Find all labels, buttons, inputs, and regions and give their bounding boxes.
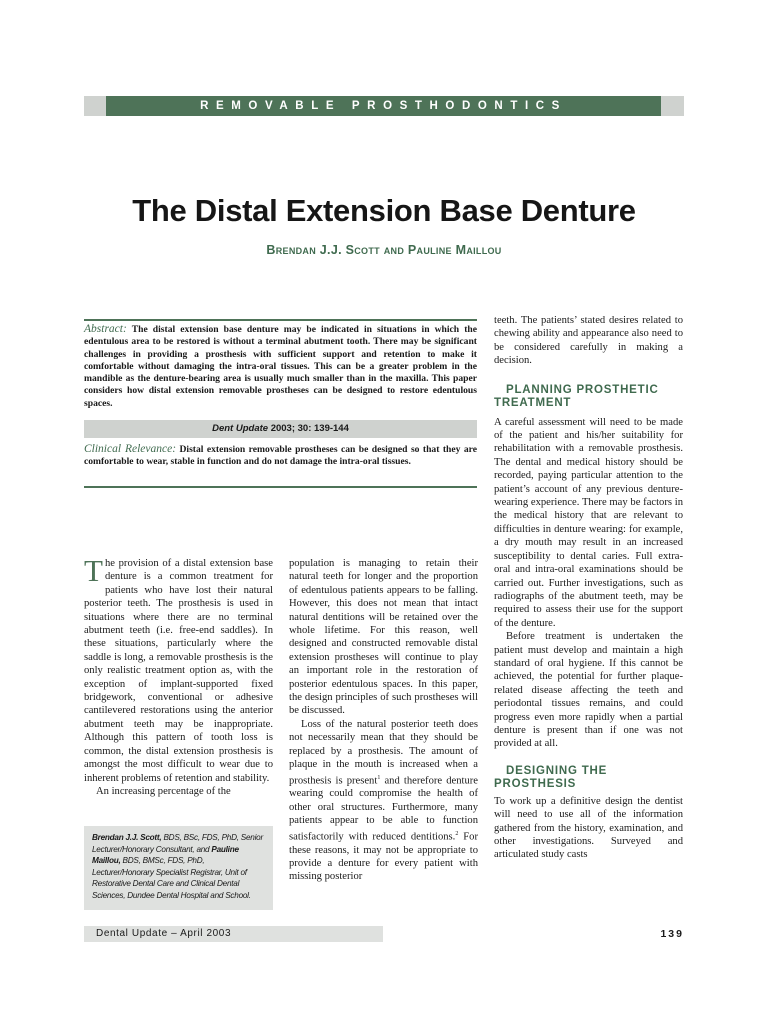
paragraph: To work up a definitive design the dentist will need to use all of the information gathered from the history, examination, and other investigations. Surveyed and articulated study casts: [494, 795, 683, 861]
paragraph: [289, 718, 478, 884]
footer-journal: Dental Update – April 2003: [84, 926, 383, 942]
relevance-label: Clinical Relevance:: [84, 443, 177, 455]
bio-credentials: BDS, BMSc, FDS, PhD, Lecturer/Honorary Specialist Registrar, Unit of Restorative Dental Care and Clinical Dental Sciences, Dundee Dental Hospital and School.: [92, 856, 251, 900]
citation-journal: Dent Update: [212, 423, 269, 434]
paragraph: A careful assessment will need to be made of the patient and his/her suitability for rehabilitation with a removable prosthesis. The dental and medical history should be recorded, paying particular attention to the patient’s account of any previous denture-wearing experience. There may be factors in the medical history that are relevant to difficulties in denture wearing: for example, a dry mouth may result in an increased susceptibility to dental caries. Full extra-oral and intra-oral examinations should be carried out. Further investigations, such as radiographs of the abutment teeth, may be required to assess their use for the support of the denture.: [494, 416, 683, 629]
heading-line: PROSTHESIS: [494, 778, 577, 791]
citation-bar: [84, 420, 477, 438]
paragraph-text: and therefore denture wearing could compromise the health of other oral structures. Furthermore, many patients appear to be able to function satisfactorily with reduced dentitions.: [289, 775, 478, 843]
section-header-text: REMOVABLE PROSTHODONTICS: [200, 100, 567, 112]
section-header-band: [106, 96, 661, 116]
abstract-text: The distal extension base denture may be indicated in situations in which the edentulous area to be restored is without a terminal abutment tooth. There may be significant challenges in providing a prosthesis with sufficient support and retention to make it comfortable without damaging the intra-oral tissues. This can be a greater problem in the mandible as the denture-bearing area is usually much smaller than in the maxilla. This paper considers how distal extension removable prostheses can be designed to restore edentulous spaces.: [84, 324, 477, 409]
relevance-text: Distal extension removable prostheses can be designed so that they are comfortable to wear, stable in function and do not damage the intra-oral tissues.: [84, 444, 477, 468]
citation-details: 2003; 30: 139-144: [270, 423, 349, 434]
drop-cap: T: [84, 553, 103, 588]
author-bio-text: [84, 826, 273, 902]
paragraph-text: Loss of the natural posterior teeth does not necessarily mean that they should be replaced by a prosthesis. The amount of plaque in the mouth is increased when a prosthesis is present: [289, 718, 478, 787]
abstract-label: Abstract:: [84, 323, 127, 335]
author-bio-box: [84, 826, 273, 910]
relevance-bottom-rule: [84, 486, 477, 488]
paragraph-text: he provision of a distal extension base denture is a common treatment for patients who have lost their natural posterior teeth. The prosthesis is used in situations where there are no terminal abutment teeth (i.e. free-end saddles). In these situations, particularly where the saddle is long, a removable prosthesis is the only realistic treatment option as, with the exception of implant-supported fixed bridgework, conventional or adhesive cantilevered restorations using the anterior abutment teeth may be inappropriate. Although this pattern of tooth loss is common, the distal extension prosthesis is amongst the most difficult to wear due to inherent problems of retention and stability.: [84, 558, 273, 784]
bio-credentials: BDS, BSc, FDS, PhD, Senior Lecturer/Honorary Consultant, and: [92, 833, 263, 854]
paragraph: [84, 553, 273, 785]
section-heading-designing: [494, 765, 683, 792]
paragraph: population is managing to retain their natural teeth for longer and the proportion of edentulous patients appears to be falling. However, this does not mean that intact natural dentitions will be retained over the whole lifetime. For this reason, well designed and constructed removable distal extension prostheses will continue to play an important role in the restoration of posterior edentulous spaces. In this paper, the design principles of such prostheses will be discussed.: [289, 558, 478, 717]
heading-line: PLANNING PROSTHETIC: [506, 383, 659, 396]
body-column-3: [494, 314, 683, 862]
paragraph: Before treatment is undertaken the patient must develop and maintain a high standard of oral hygiene. If this cannot be achieved, the potential for further plaque-related disease affecting the teeth and periodontal tissues remains, and could progress even more rapidly when a partial denture is present than if one was not provided at all.: [494, 631, 683, 750]
clinical-relevance: [84, 443, 477, 469]
section-heading-planning: [494, 384, 683, 411]
page-number: 139: [660, 928, 684, 940]
heading-line: DESIGNING THE: [506, 764, 608, 777]
bio-name: Brendan J.J. Scott,: [92, 833, 162, 842]
article-title: The Distal Extension Base Denture: [132, 193, 636, 228]
paragraph: An increasing percentage of the: [96, 785, 231, 797]
header-band-left-tab: [84, 96, 106, 116]
reference-1: 1: [377, 774, 381, 781]
body-column-2: [289, 557, 478, 884]
body-column-1: [84, 553, 273, 798]
reference-2: 2: [455, 830, 459, 837]
abstract: [84, 323, 477, 410]
abstract-top-rule: [84, 319, 477, 321]
paragraph: teeth. The patients’ stated desires related to chewing ability and appearance also need to be considered carefully in making a decision.: [494, 315, 683, 367]
heading-line: TREATMENT: [494, 397, 572, 410]
bio-name: Pauline Maillou,: [92, 844, 239, 866]
article-authors: Brendan J.J. Scott and Pauline Maillou: [266, 243, 502, 257]
header-band-right-tab: [661, 96, 684, 116]
paragraph-text: For these reasons, it may not be appropriate to provide a denture for every patient with missing posterior: [289, 831, 478, 883]
